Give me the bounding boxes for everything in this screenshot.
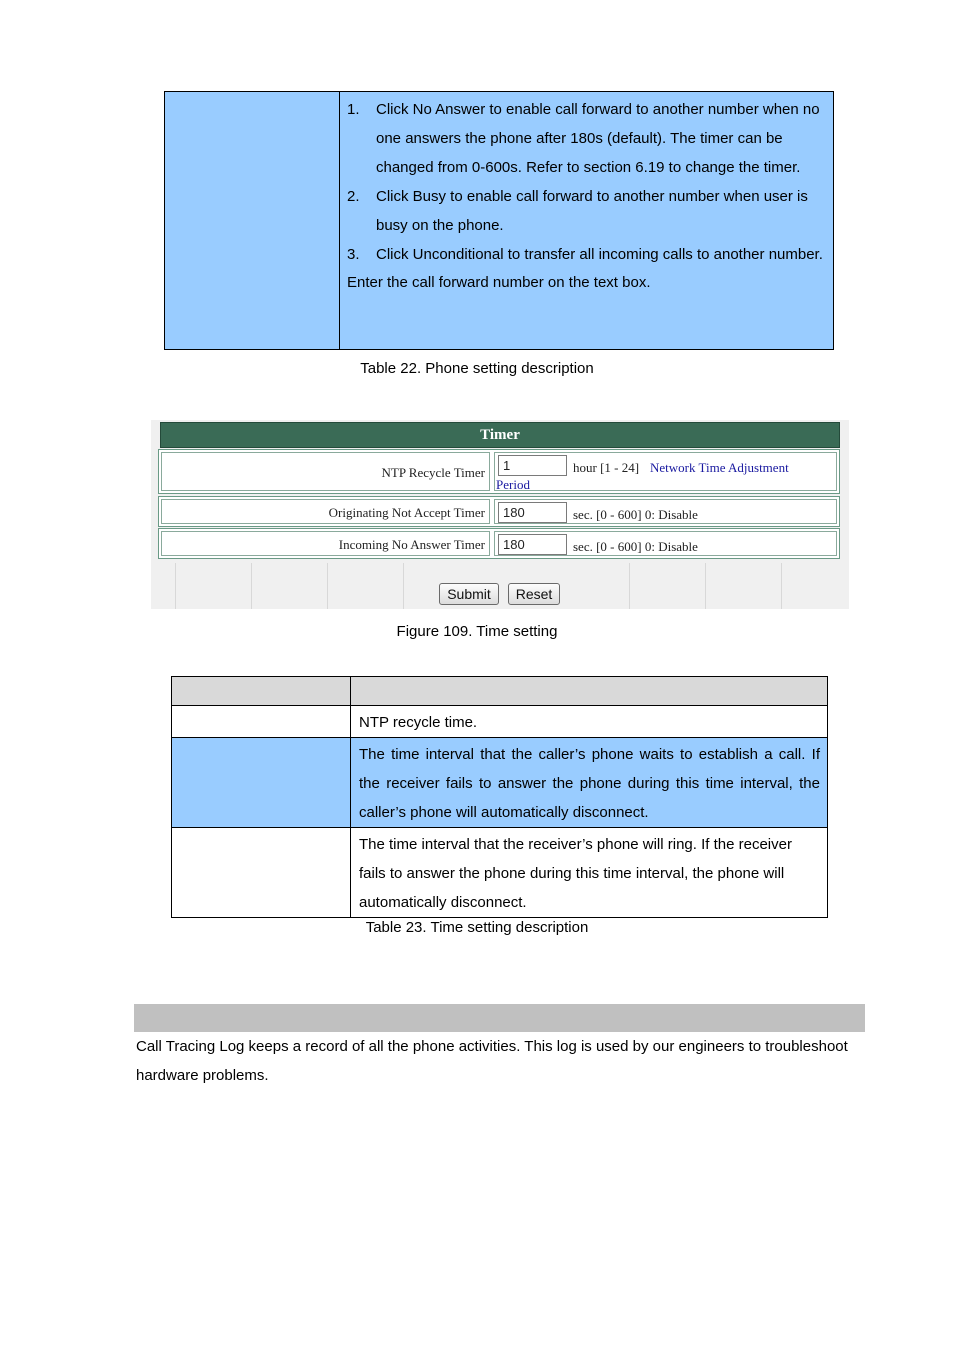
divider	[403, 563, 404, 609]
incoming-no-answer-timer-row	[158, 528, 840, 559]
reset-button[interactable]: Reset	[508, 583, 560, 605]
ntp-recycle-timer-input[interactable]: 1	[498, 455, 567, 476]
ntp-recycle-timer-value-cell	[494, 452, 837, 491]
figure109-caption: Figure 109. Time setting	[396, 623, 558, 640]
table-row	[172, 738, 828, 828]
table-cell-label	[172, 828, 351, 918]
table-cell-label	[172, 738, 351, 828]
divider	[705, 563, 706, 609]
timer-settings-panel	[151, 420, 849, 609]
table-cell-desc: NTP recycle time.	[351, 706, 828, 738]
list-number: 3.	[347, 245, 360, 263]
list-item	[347, 183, 829, 241]
table-cell-desc: The time interval that the receiver’s phone will ring. If the receiver fails to answer the phone during this time interval, the phone will automatically disconnect.	[351, 828, 828, 918]
table-header-cell	[351, 677, 828, 706]
table22-description-cell	[347, 96, 829, 298]
list-text: Click Busy to enable call forward to another number when user is busy on the phone.	[376, 187, 808, 234]
period-link[interactable]: Period	[496, 477, 530, 492]
originating-not-accept-timer-input[interactable]: 180	[498, 502, 567, 523]
section-heading-bar	[134, 1004, 865, 1032]
time-setting-table	[171, 676, 828, 918]
table-header-row	[172, 677, 828, 706]
list-item	[347, 241, 829, 270]
ntp-recycle-timer-row	[158, 449, 840, 494]
list-number: 1.	[347, 101, 360, 118]
list-number: 2.	[347, 187, 360, 205]
timer-header: Timer	[160, 422, 840, 448]
originating-not-accept-timer-value-cell	[494, 499, 837, 524]
table23-caption: Table 23. Time setting description	[365, 919, 589, 936]
table22-caption: Table 22. Phone setting description	[360, 360, 594, 377]
originating-not-accept-timer-label: Originating Not Accept Timer	[161, 499, 490, 524]
divider	[251, 563, 252, 609]
incoming-no-answer-timer-value-cell	[494, 531, 837, 556]
phone-setting-table	[164, 91, 834, 350]
ntp-recycle-timer-hint: hour [1 - 24]	[573, 460, 640, 475]
list-text: Click Unconditional to transfer all incoming calls to another number.	[376, 245, 823, 263]
originating-not-accept-timer-hint: sec. [0 - 600] 0: Disable	[573, 507, 698, 522]
submit-button[interactable]: Submit	[439, 583, 499, 605]
divider	[175, 563, 176, 609]
table22-footer-text: Enter the call forward number on the text box.	[347, 274, 651, 292]
divider	[327, 563, 328, 609]
divider	[781, 563, 782, 609]
originating-not-accept-timer-row	[158, 496, 840, 527]
table22-label-cell	[165, 92, 340, 349]
table-cell-desc: The time interval that the caller’s phone waits to establish a call. If the receiver fails to answer the phone during this time interval, the caller’s phone will automatically disconnect.	[351, 738, 828, 828]
incoming-no-answer-timer-label: Incoming No Answer Timer	[161, 531, 490, 556]
table-row	[172, 828, 828, 918]
call-tracing-log-paragraph: Call Tracing Log keeps a record of all the phone activities. This log is used by our engineers to troubleshoot hardware problems.	[136, 1038, 848, 1084]
list-text: Click No Answer to enable call forward to another number when no one answers the phone after 180s (default). The timer can be changed from 0-600s. Refer to section 6.19 to change the timer.	[376, 101, 820, 176]
incoming-no-answer-timer-hint: sec. [0 - 600] 0: Disable	[573, 539, 698, 554]
table-cell-label	[172, 706, 351, 738]
table-header-cell	[172, 677, 351, 706]
network-time-adjustment-link[interactable]: Network Time Adjustment	[650, 460, 789, 475]
divider	[629, 563, 630, 609]
list-item	[347, 96, 829, 183]
incoming-no-answer-timer-input[interactable]: 180	[498, 534, 567, 555]
table-row	[172, 706, 828, 738]
ntp-recycle-timer-label: NTP Recycle Timer	[161, 452, 490, 491]
